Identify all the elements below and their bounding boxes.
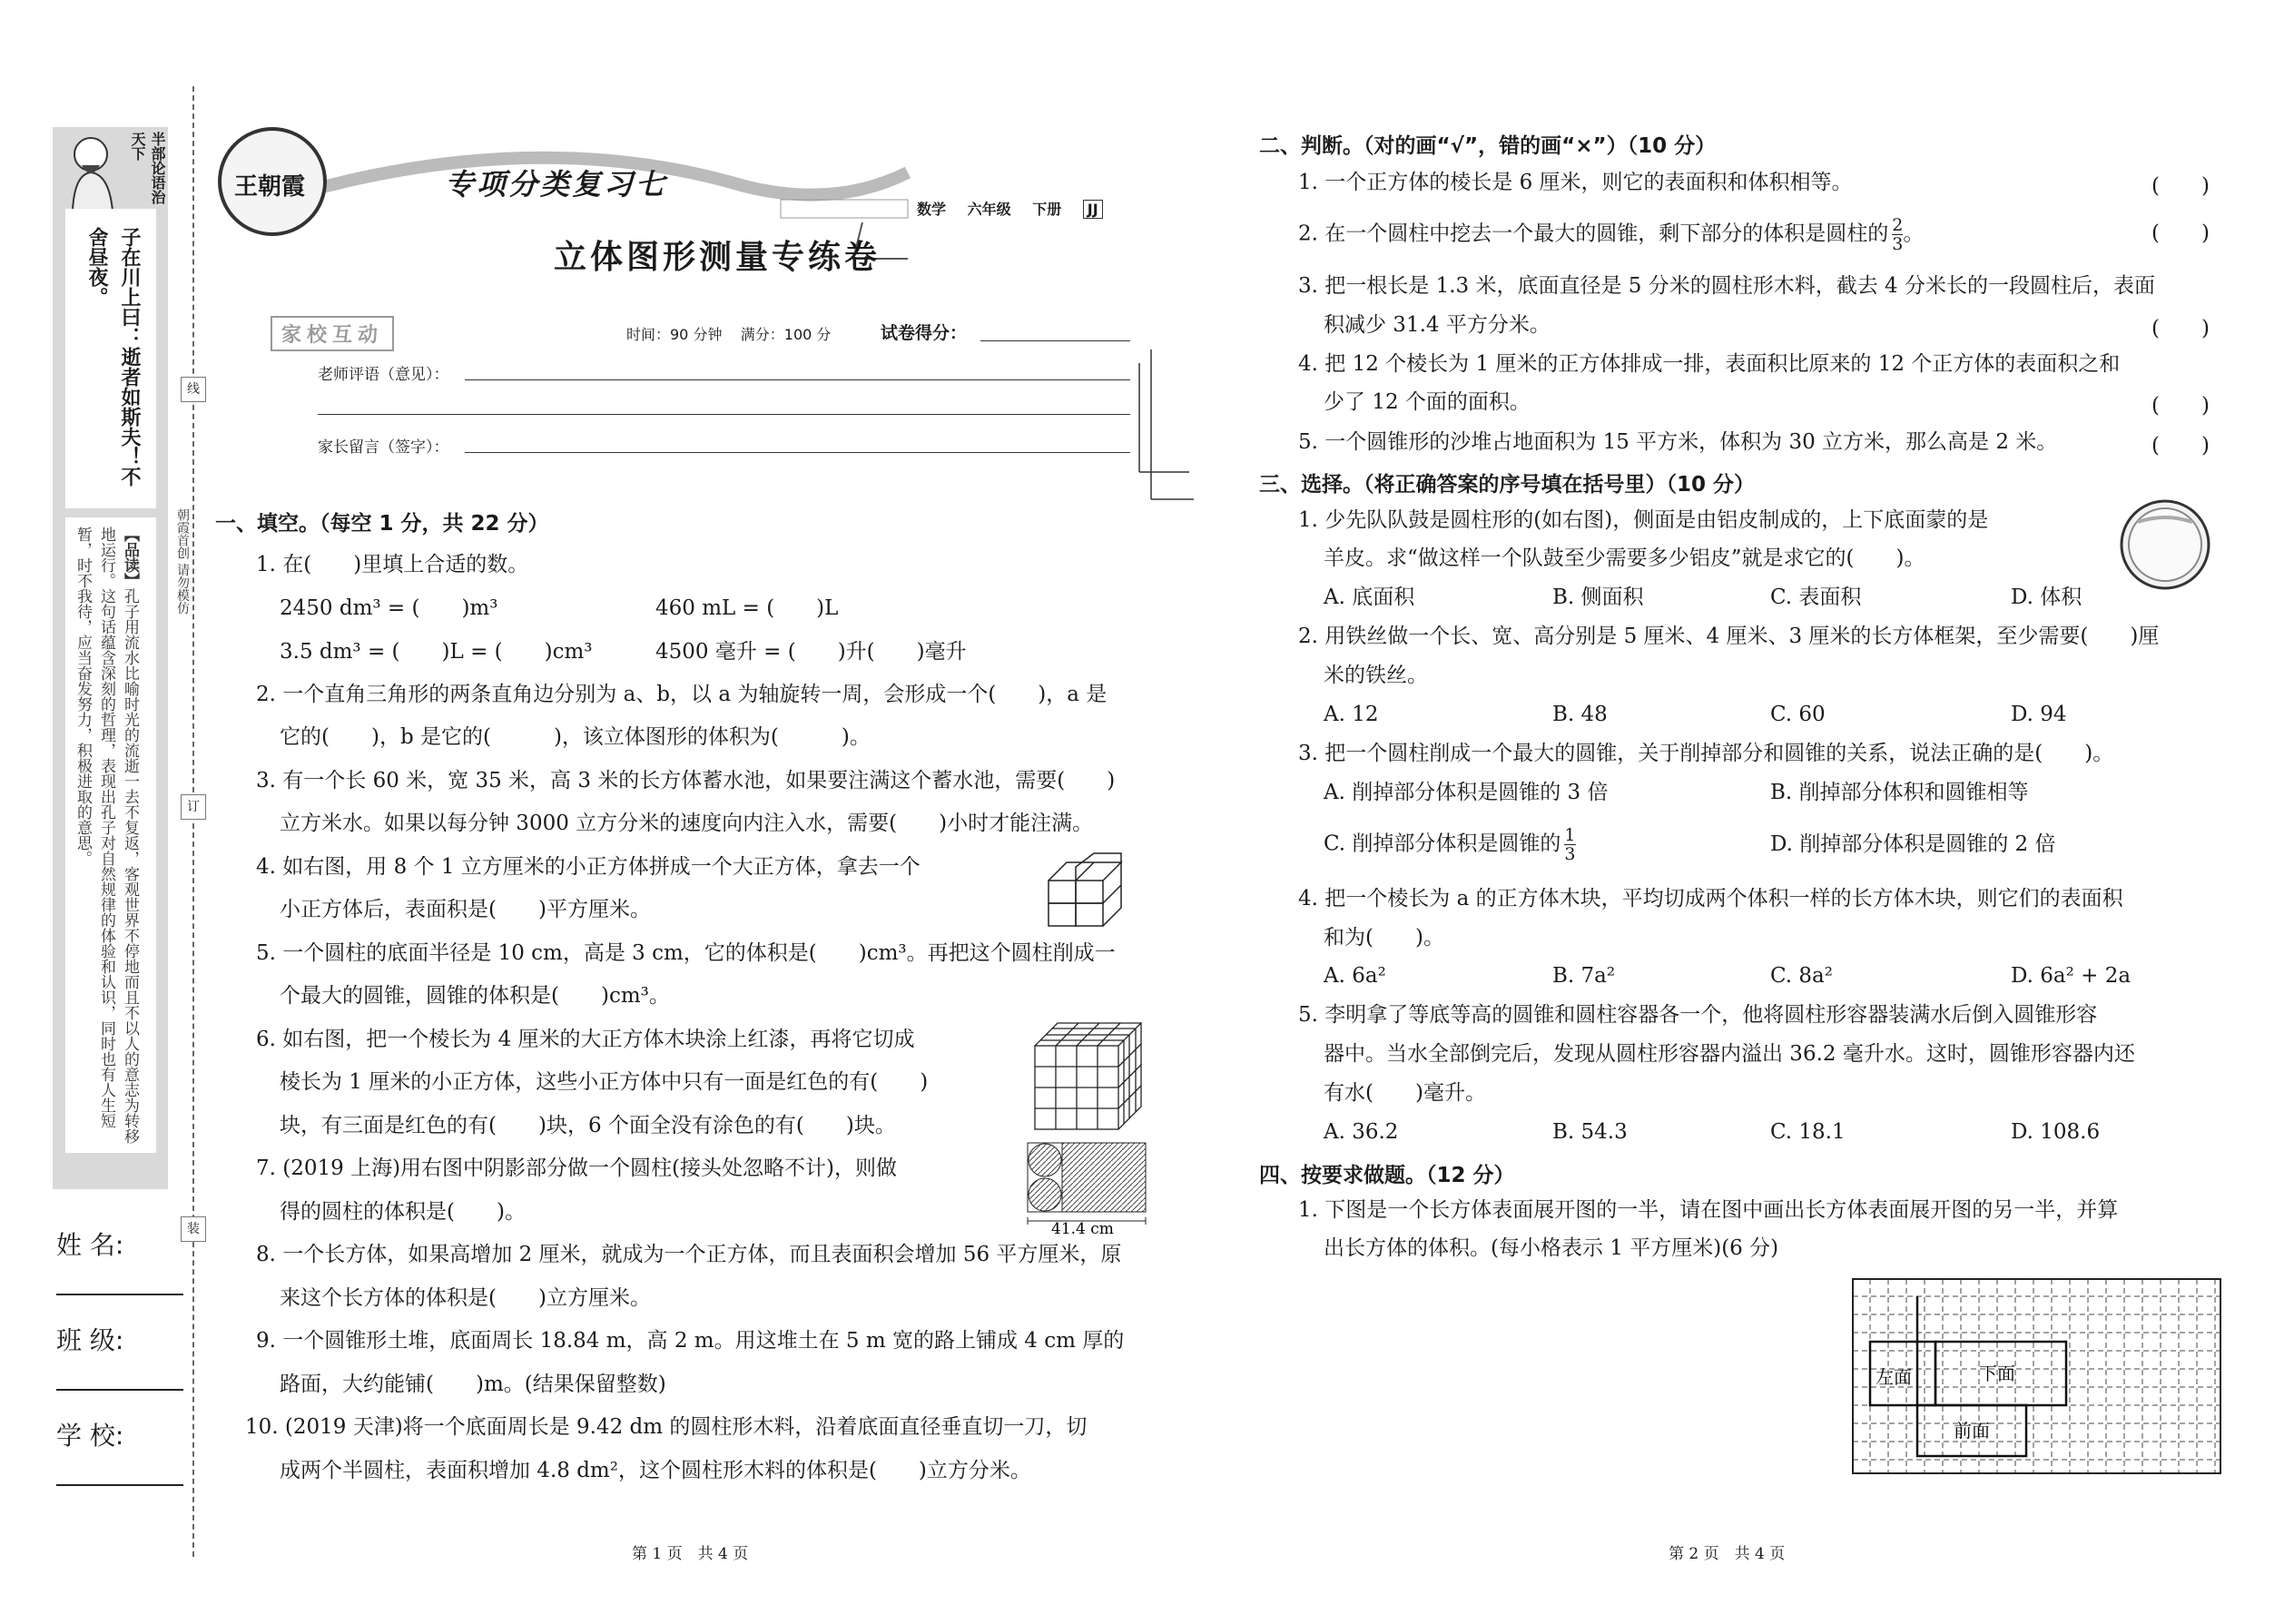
s1-q6-line2: 棱长为 1 厘米的小正方体，这些小正方体中只有一面是红色的有( ) [280,1070,929,1094]
s3-q1-option-b[interactable]: B. 侧面积 [1552,586,1644,609]
s1-q5-line2: 个最大的圆锥，圆锥的体积是( )cm³。 [280,984,670,1008]
s1-q2-line2: 它的( )，b 是它的( )，该立体图形的体积为( )。 [280,725,871,749]
cut-mark-1: 线 [181,377,206,402]
critique-label: 【品读】 [121,527,139,588]
s1-q8-line2: 来这个长方体的体积是( )立方厘米。 [280,1286,651,1310]
parent-comment-field[interactable] [465,452,1130,453]
section4-title: 四、按要求做题。（12 分） [1259,1164,1515,1187]
s3-q3-fraction [1564,826,1575,863]
s3-q3-option-c-text: C. 削掉部分体积是圆锥的 [1324,832,1561,856]
drum-illustration [2115,495,2215,595]
section1-title: 一、填空。（每空 1 分，共 22 分） [215,512,549,536]
s3-q5-option-c[interactable]: C. 18.1 [1770,1120,1846,1144]
s1-q3-line2: 立方米水。如果以每分钟 3000 立方分米的速度向内注入水，需要( )小时才能注满。 [280,812,1094,835]
s1-q1-a: 2450 dm³ = ( )m³ [280,596,498,620]
s2-q2-frac-den: 3 [1892,234,1904,254]
s1-q9-line1: 9. 一个圆锥形土堆，底面周长 18.84 m，高 2 m。用这堆土在 5 m 宽的路上铺成 4 cm 厚的 [256,1329,1125,1353]
grid-label-bottom: 下面 [1979,1363,2015,1384]
school-field[interactable] [56,1484,183,1486]
s3-q5-option-a[interactable]: A. 36.2 [1324,1120,1399,1144]
s3-q4-line1: 4. 把一个棱长为 a 的正方体木块，平均切成两个体积一样的长方体木块，则它们的表面积 [1298,887,2123,910]
s3-q4-option-d[interactable]: D. 6a² + 2a [2011,964,2132,988]
tag-grade: 六年级 [967,201,1011,218]
figure-cube-8 [1044,849,1135,930]
name-field[interactable] [56,1294,183,1295]
s3-q2-line1: 2. 用铁丝做一个长、宽、高分别是 5 厘米、4 厘米、3 厘米的长方体框架，至少需要( )厘 [1298,625,2160,648]
page-title: 立体图形测量专练卷 [554,238,881,276]
s2-q1-answer[interactable]: ( ) [2151,174,2210,198]
s2-q4-line1: 4. 把 12 个棱长为 1 厘米的正方体排成一排，表面积比原来的 12 个正方体的表面积之和 [1298,352,2121,376]
s3-q3-option-a[interactable]: A. 削掉部分体积是圆锥的 3 倍 [1324,781,1609,804]
score-label: 试卷得分： [881,323,968,343]
s3-q3-option-c[interactable] [1324,826,1576,863]
s3-q2-option-b[interactable]: B. 48 [1552,703,1608,726]
s1-q3-line1: 3. 有一个长 60 米，宽 35 米，高 3 米的长方体蓄水池，如果要注满这个蓄水池，需要( ) [256,769,1116,792]
parent-comment-label: 家长留言（签字）： [318,438,449,457]
s2-q2-frac-num: 2 [1892,215,1904,235]
exam-time: 时间：90 分钟 [626,326,723,343]
review-subtitle: 专项分类复习七 [445,167,668,202]
s1-q1-d: 4500 毫升 = ( )升( )毫升 [655,640,967,664]
s1-q1-line: 1. 在( )里填上合适的数。 [256,553,529,576]
s1-q1-c: 3.5 dm³ = ( )L = ( )cm³ [280,640,593,664]
s4-q1-line1: 1. 下图是一个长方体表面展开图的一半，请在图中画出长方体表面展开图的另一半，并算 [1298,1198,2119,1222]
figure-cube-64 [1030,1019,1148,1137]
s2-q4-answer[interactable]: ( ) [2151,394,2210,418]
s2-q3-line1: 3. 把一根长是 1.3 米，底面直径是 5 分米的圆柱形木料，截去 4 分米长的一段圆柱后，表面 [1298,274,2155,298]
school-label: 学 校: [56,1421,124,1451]
s3-q4-option-c[interactable]: C. 8a² [1770,964,1833,988]
s3-q2-option-c[interactable]: C. 60 [1770,703,1826,726]
tag-volume: 下册 [1032,201,1062,218]
binding-cut-line [192,86,194,1557]
s3-q4-line2: 和为( )。 [1324,926,1444,950]
name-label: 姓 名: [56,1230,124,1260]
s2-q3-line2: 积减少 31.4 平方分米。 [1324,313,1551,337]
critique-text [71,527,142,1144]
home-school-badge: 家校互动 [271,316,394,351]
s2-q5-answer[interactable]: ( ) [2151,434,2210,458]
s3-q3-frac-den: 3 [1564,844,1576,864]
confucius-illustration [56,129,129,211]
s3-q1-option-c[interactable]: C. 表面积 [1770,586,1862,609]
s3-q5-option-b[interactable]: B. 54.3 [1552,1120,1628,1144]
grid-label-left: 左面 [1876,1366,1912,1388]
s2-q2: 2. 在一个圆柱中挖去一个最大的圆锥，剩下部分的体积是圆柱的 $\frac{2}{3}$ 。 [1298,215,1925,254]
s2-q2-answer[interactable]: ( ) [2151,221,2210,245]
brand-logo-text: 王朝霞 [234,173,306,201]
s3-q5-line3: 有水( )毫升。 [1324,1081,1486,1105]
tag-subject: 数学 [917,201,947,218]
class-field[interactable] [56,1389,183,1391]
grid-label-front: 前面 [1954,1420,1990,1442]
figure-cylinder-net [1024,1139,1151,1239]
s1-q5-line1: 5. 一个圆柱的底面半径是 10 cm，高是 3 cm，它的体积是( )cm³。再把这个圆柱削成一 [256,941,1116,965]
s1-q10-line2: 成两个半圆柱，表面积增加 4.8 dm²，这个圆柱形木料的体积是( )立方分米。 [280,1459,1031,1482]
s1-q8-line1: 8. 一个长方体，如果高增加 2 厘米，就成为一个正方体，而且表面积会增加 56 平方厘米，原 [256,1243,1122,1266]
motto-text: 子在川上曰：逝者如斯夫！不舍昼夜。 [85,227,141,487]
critique-body: 孔子用流水比喻时光的流逝一去不复返，客观世界不停地而且不以人的意志为转移地运行。这句话蕴含深刻的哲理，表现出孔子对自然规律的体验和认识，同时也有人生短暂，时不我待，应当奋发努力，积极进取的意思。 [74,527,139,1144]
s3-q3-option-d[interactable]: D. 削掉部分体积是圆锥的 2 倍 [1770,832,2056,856]
s1-q7-line1: 7. (2019 上海)用右图中阴影部分做一个圆柱(接头处忽略不计)，则做 [256,1156,897,1180]
cut-mark-2: 订 [181,794,206,820]
class-label: 班 级: [56,1325,124,1355]
exam-meta [626,323,831,344]
header-bracket-decoration [1135,345,1198,517]
exam-full-score: 满分：100 分 [740,326,832,343]
page-number-1: 第 1 页 共 4 页 [632,1545,749,1563]
s3-q4-option-b[interactable]: B. 7a² [1552,964,1616,988]
s3-q2-line2: 米的铁丝。 [1324,664,1428,687]
s3-q1-option-a[interactable]: A. 底面积 [1324,586,1415,609]
s2-q5: 5. 一个圆锥形的沙堆占地面积为 15 平方米，体积为 30 立方米，那么高是 2 米。 [1298,430,2058,454]
s3-q2-option-a[interactable]: A. 12 [1324,703,1379,726]
s3-q4-option-a[interactable]: A. 6a² [1324,964,1386,988]
s1-q4-line1: 4. 如右图，用 8 个 1 立方厘米的小正方体拼成一个大正方体，拿去一个 [256,855,921,879]
s1-q2-line1: 2. 一个直角三角形的两条直角边分别为 a、b，以 a 为轴旋转一周，会形成一个( )，a 是 [256,683,1108,706]
s2-q2-text: 2. 在一个圆柱中挖去一个最大的圆锥，剩下部分的体积是圆柱的 [1298,221,1889,246]
figure-cylinder-label: 41.4 cm [1051,1220,1114,1238]
s1-q9-line2: 路面，大约能铺( )m。(结果保留整数) [280,1373,666,1396]
s3-q5-option-d[interactable]: D. 108.6 [2011,1120,2101,1144]
s3-q5-line2: 器中。当水全部倒完后，发现从圆柱形容器内溢出 36.2 毫升水。这时，圆锥形容器内还 [1324,1042,2135,1066]
s3-q1-option-d[interactable]: D. 体积 [2011,586,2082,609]
s3-q5-line1: 5. 李明拿了等底等高的圆锥和圆柱容器各一个，他将圆柱形容器装满水后倒入圆锥形容 [1298,1003,2098,1027]
s1-q4-line2: 小正方体后，表面积是( )平方厘米。 [280,898,651,921]
s1-q1-b: 460 mL = ( )L [655,596,839,620]
s3-q1-line2: 羊皮。求“做这样一个队鼓至少需要多少铝皮”就是求它的( )。 [1324,546,1925,570]
side-banner: 半部论语治天下 [129,132,166,204]
s1-q6-line1: 6. 如右图，把一个棱长为 4 厘米的大正方体木块涂上红漆，再将它切成 [256,1028,915,1051]
net-grid-figure[interactable] [1852,1278,2224,1476]
tag-edition: JJ [1083,200,1103,219]
teacher-comment-field-2[interactable] [318,414,1130,415]
s3-q2-option-d[interactable]: D. 94 [2011,703,2067,726]
s3-q3-frac-num: 1 [1564,825,1576,845]
s3-q1-line1: 1. 少先队队鼓是圆柱形的(如右图)，侧面是由铝皮制成的，上下底面蒙的是 [1298,508,1989,532]
page-number-2: 第 2 页 共 4 页 [1669,1545,1786,1563]
s2-q3-answer[interactable]: ( ) [2151,317,2210,340]
s1-q6-line3: 块，有三面是红色的有( )块，6 个面全没有涂色的有( )块。 [280,1114,896,1137]
course-tags [917,198,1103,219]
score-field[interactable] [980,340,1130,341]
s1-q7-line2: 得的圆柱的体积是( )。 [280,1200,526,1224]
cut-mark-3: 装 [181,1216,206,1242]
s4-q1-line2: 出长方体的体积。(每小格表示 1 平方厘米)(6 分) [1324,1236,1779,1260]
section2-title: 二、判断。（对的画“√”，错的画“×”）（10 分） [1259,134,1717,158]
s3-q3-line1: 3. 把一个圆柱削成一个最大的圆锥，关于削掉部分和圆锥的关系，说法正确的是( )。 [1298,742,2114,765]
s2-q1: 1. 一个正方体的棱长是 6 厘米，则它的表面积和体积相等。 [1298,171,1853,194]
section3-title: 三、选择。（将正确答案的序号填在括号里）（10 分） [1259,473,1756,497]
teacher-comment-field[interactable] [465,379,1130,380]
copyright-note: 朝霞首创 请勿模仿 [175,508,190,615]
s2-q4-line2: 少了 12 个面的面积。 [1324,390,1531,414]
teacher-comment-label: 老师评语（意见）： [318,366,449,384]
s3-q3-option-b[interactable]: B. 削掉部分体积和圆锥相等 [1770,781,2029,804]
s1-q10-line1: 10. (2019 天津)将一个底面周长是 9.42 dm 的圆柱形木料，沿着底面直径垂直切一刀，切 [245,1415,1088,1439]
s2-q2-fraction [1892,216,1903,253]
